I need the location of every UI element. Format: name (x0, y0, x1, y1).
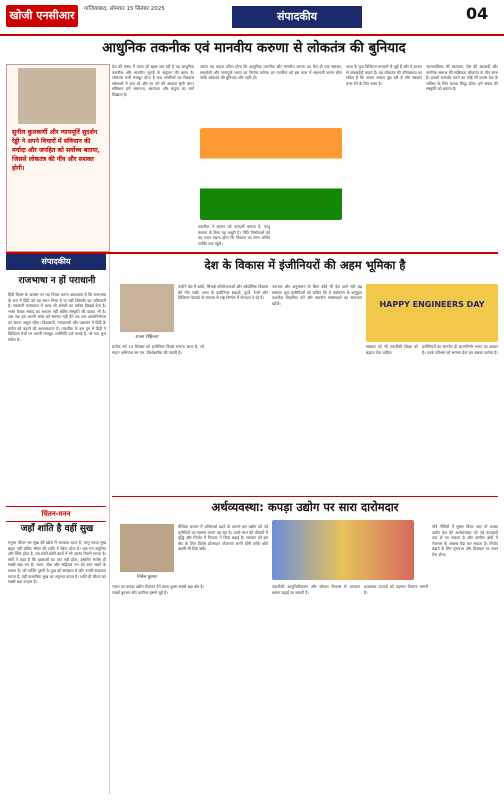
chintan-tab: चिंतन-मनन (6, 506, 106, 522)
tricolor-illustration (200, 128, 342, 220)
engineers-day-illustration (366, 284, 498, 342)
article-column: वैश्विक बाजार में प्रतिस्पर्धा बढ़ने के कारण इस उद्योग को नई चुनौतियों का सामना करना पड़ रहा है। कच्चे माल की कीमतों में वृद्धि और निर्यात में गिरावट ने चिंता बढ़ाई है। सरकार को इस क्षेत्र के लिए विशेष प्रोत्साहन योजनाएं लानी होंगी ताकि छोटे उद्यमी भी टिक सकें। (178, 524, 268, 552)
engineers-headline: देश के विकास में इंजीनियरों की अहम भूमिका है (204, 258, 406, 272)
column-divider (109, 254, 110, 794)
article-column: देश की संसद में आज जो बहस चल रही है वह आधुनिक तकनीक और मानवीय मूल्यों के संतुलन की बहस है। लोकतंत्र तभी मजबूत होता है जब नागरिकों का विश्वास संस्थाओं में बना रहे और हर वर्ग की आवाज़ सुनी जाए। संविधान हमें समानता, स्वतंत्रता और बंधुत्व का मार्ग दिखाता है। (112, 64, 194, 97)
chintan-body: मनुष्य जीवन भर सुख की खोज में भटकता रहता है, परंतु सच्चा सुख बाहर नहीं बल्कि भीतर की शांति में छिपा होता है। जब मन संतुलित और स्थिर होता है, तब छोटी-छोटी बातों में भी आनंद मिलने लगता है। संतों ने कहा है कि इच्छाओं का अंत नहीं होता, इसलिए संतोष ही सबसे बड़ा धन है। ध्यान, सेवा और सद्विचार मन को शांत रखने के साधन हैं। जो व्यक्ति दूसरों के दुख को समझता है और उनकी सहायता करता है, वही वास्तविक सुख का अनुभव करता है। शांति ही जीवन का सबसे बड़ा उपहार है। (8, 540, 106, 585)
author-photo (18, 68, 96, 124)
editorial-body: हिंदी दिवस के अवसर पर यह विचार करना आवश्यक है कि राजभाषा के रूप में हिंदी को वह स्थान मिला है या नहीं जिसकी वह अधिकारी है। सरकारी कामकाज में आज भी अंग्रेज़ी का वर्चस्व दिखाई देता है। भाषा केवल संवाद का माध्यम नहीं बल्कि संस्कृति की वाहक भी है। जब तक हम अपनी भाषा को सम्मान नहीं देंगे तब तक आत्मनिर्भरता का सपना अधूरा रहेगा। विद्यालयों, न्यायालयों और प्रशासन में हिंदी के प्रयोग को बढ़ाने की आवश्यकता है। तकनीक के इस युग में हिंदी ने डिजिटल मंचों पर अपनी मजबूत उपस्थिति दर्ज कराई है, जो एक शुभ संकेत है। (8, 292, 106, 342)
textile-illustration (272, 520, 414, 580)
article-column: तकनीकी आधुनिकीकरण और कौशल विकास से उत्पादन क्षमता बढ़ाई जा सकती है। (272, 584, 360, 595)
page-number: 04 (466, 4, 489, 23)
editorial-headline: राजभाषा न हों पराधानी (18, 276, 96, 286)
photo-caption: निर्मल कुमार (137, 575, 157, 580)
article-column: उन्होंने देश में बांधों, सिंचाई परियोजनाओं और औद्योगिक विकास की नींव रखी। आज के इंजीनियर सड़कों, पुलों, रेलवे और डिजिटल नेटवर्क के माध्यम से राष्ट्र निर्माण में योगदान दे रहे हैं। (178, 284, 268, 301)
author-photo (120, 284, 174, 332)
pull-quote: सुनील कुलकर्णी और न्यायमूर्ति सुदर्शन रेड्डी ने अपने विचारों में संविधान की मर्यादा और जनहित को सर्वोच्च बताया, जिससे लोकतंत्र की नींव और सशक्त होगी। (12, 129, 100, 172)
textile-headline: अर्थव्यवस्था: कपड़ा उद्योग पर सारा दारोमदार (211, 500, 399, 514)
dateline: गाजियाबाद, सोमवार 15 सितंबर 2025 (84, 6, 165, 12)
section-title: संपादकीय (232, 6, 362, 28)
section-divider (112, 496, 498, 497)
chintan-headline: जहाँ शांति है वहीं सुख (20, 524, 94, 534)
main-headline: आधुनिक तकनीक एवं मानवीय करुणा से लोकतंत्र की बुनियाद (102, 40, 406, 56)
article-column: भारत का कपड़ा उद्योग रोजगार देने वाला दूसरा सबसे बड़ा क्षेत्र है। लाखों बुनकर और कारीगर इससे जुड़े हैं। (112, 584, 204, 595)
photo-caption: राजन रोहिल्ला (135, 335, 159, 340)
illustration-caption: HAPPY ENGINEERS DAY (379, 300, 485, 309)
section-divider (6, 252, 498, 254)
article-column: प्रत्येक वर्ष 15 सितंबर को इंजीनियर दिवस मनाया जाता है, जो महान अभियंता सर एम. विश्वेश्वरैया की जयंती है। (112, 344, 204, 355)
article-column: आज के युवा डिजिटल माध्यमों से जुड़े हैं और वे शासन से जवाबदेही चाहते हैं। यह लोकतंत्र की परिपक्वता का संकेत है कि जनता सवाल पूछ रही है और सरकार उत्तर देने के लिए बाध्य है। (346, 64, 422, 86)
article-column: न्यायपालिका की स्वतंत्रता, प्रेस की आज़ादी और नागरिक समाज की सक्रियता लोकतंत्र के तीन स्तंभ हैं। इनको कमजोर करने का कोई भी प्रयास देश के भविष्य के लिए घातक सिद्ध होगा। हमें संवाद की संस्कृति को बचाना है। (426, 64, 498, 92)
author-photo (120, 524, 174, 572)
editorial-tab: संपादकीय (6, 254, 106, 270)
article-column: हथकरघा उत्पादों को पहचान दिलाना जरूरी है। (364, 584, 428, 595)
article-column: नवाचार और अनुसंधान के बिना कोई भी देश आगे नहीं बढ़ सकता। युवा इंजीनियरों को चाहिए कि वे पर्यावरण के अनुकूल तकनीक विकसित करें और स्थानीय समस्याओं का समाधान खोजें। (272, 284, 362, 306)
newspaper-logo: खोजी एनसीआर (6, 5, 78, 27)
article-column: सरकार को भी तकनीकी शिक्षा को बढ़ावा देना चाहिए। (366, 344, 418, 355)
article-column: तकनीक ने शासन को पारदर्शी बनाया है, परंतु करुणा के बिना यह अधूरी है। नीति निर्माताओं को यह ध्यान रखना होगा कि विकास का लाभ अंतिम व्यक्ति तक पहुंचे। (198, 224, 270, 246)
article-column: अंततः यह कहना उचित होगा कि आधुनिक तकनीक और मानवीय करुणा का मेल ही एक सशक्त, समावेशी और न्यायपूर्ण भारत का निर्माण करेगा। हर नागरिक को इस यात्रा में सहभागी बनना होगा ताकि लोकतंत्र की बुनियाद और गहरी हो। (200, 64, 342, 81)
article-column: यदि नीतियों में सुधार किया जाए तो कपड़ा उद्योग देश की अर्थव्यवस्था को नई ऊंचाइयों तक ले जा सकता है और ग्रामीण क्षेत्रों में रोजगार के अवसर पैदा कर सकता है। निर्यात बढ़ाने के लिए गुणवत्ता और डिजाइन पर ध्यान देना होगा। (432, 524, 498, 557)
article-column: इंजीनियरों का समर्पण ही आत्मनिर्भर भारत का आधार है। उनके परिश्रम को सम्मान देना हम सबका कर्तव्य है। (422, 344, 498, 355)
